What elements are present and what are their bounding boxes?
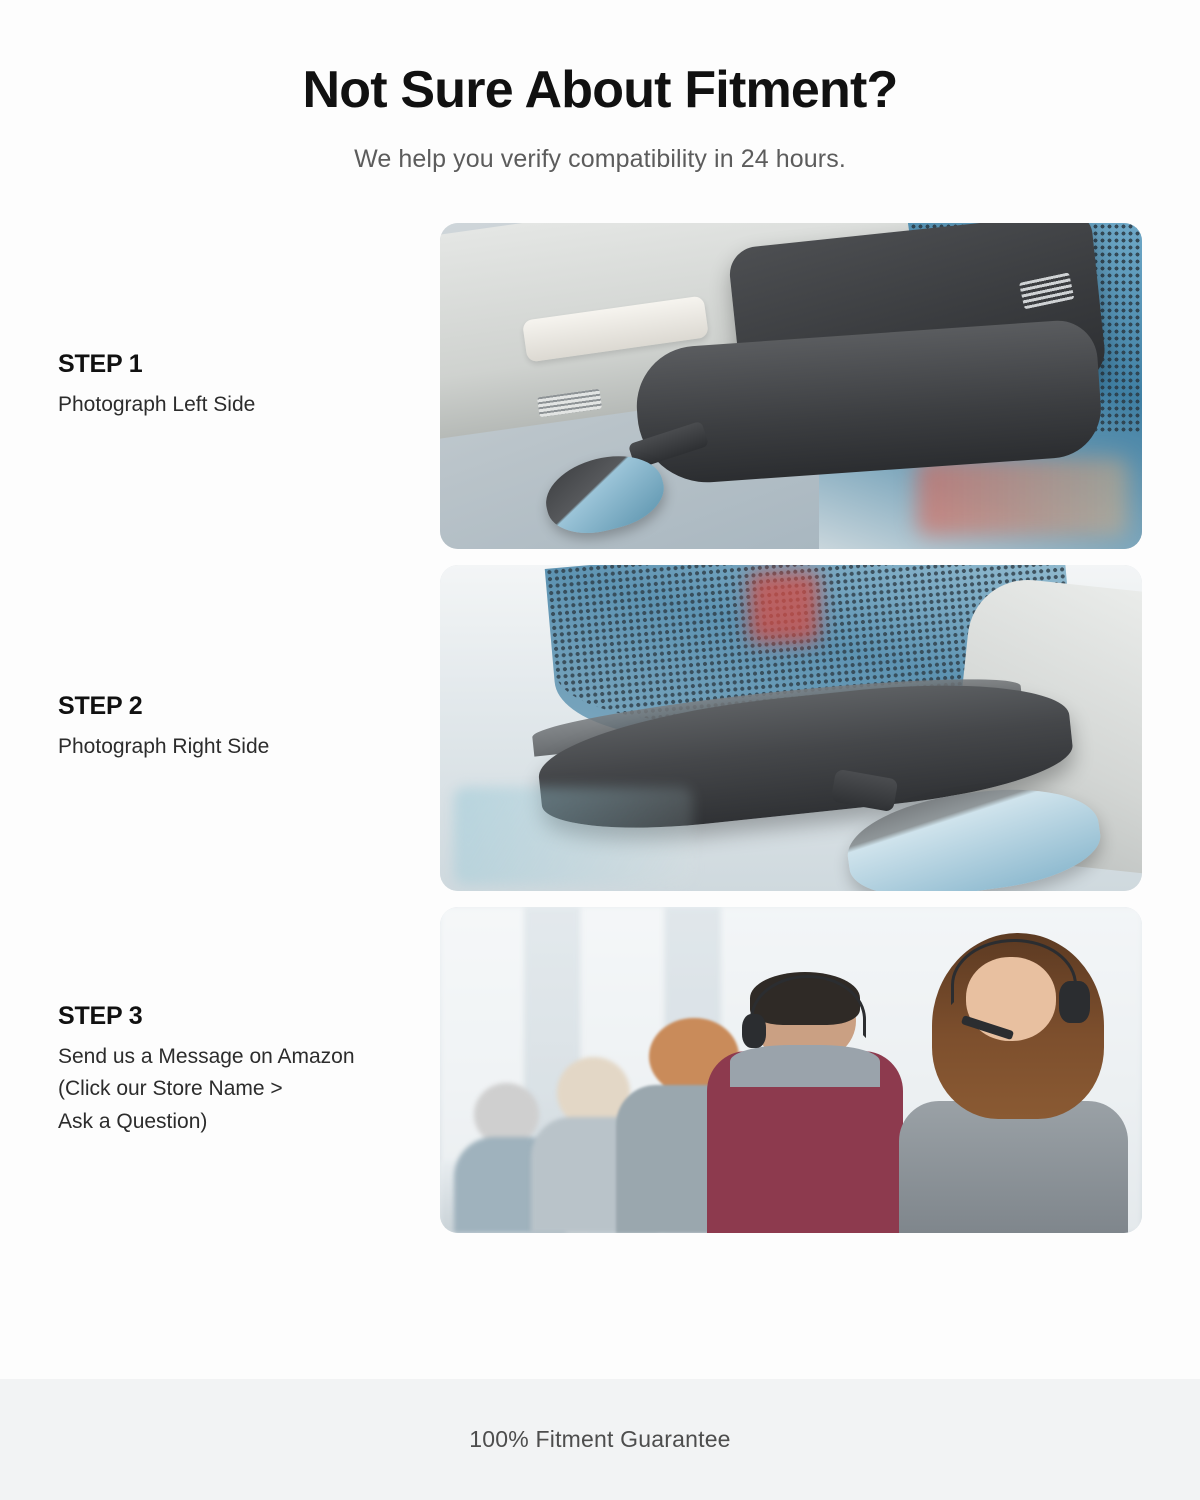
- headset-earpad-icon: [1059, 981, 1090, 1023]
- steps-list: [0, 222, 1200, 1234]
- step-1-image: [440, 223, 1142, 549]
- step-row-3: [58, 906, 1142, 1234]
- page-header: [0, 0, 1200, 174]
- headset-earpad-icon: [742, 1014, 766, 1048]
- step-3-text: [58, 1002, 440, 1139]
- step-1-text: [58, 350, 440, 422]
- fitment-guarantee-text: 100% Fitment Guarantee: [469, 1426, 731, 1452]
- step-2-label: STEP 2: [58, 692, 143, 721]
- page-title: Not Sure About Fitment?: [302, 61, 898, 119]
- footer-band: [0, 1379, 1200, 1500]
- step-row-1: [58, 222, 1142, 550]
- module-vent-icon: [1019, 272, 1075, 309]
- page-subtitle: We help you verify compatibility in 24 hours.: [354, 145, 846, 174]
- background-blur: [749, 572, 819, 644]
- windshield-left-illustration: [440, 223, 1142, 549]
- step-1-description-line-1: Photograph Left Side: [58, 393, 256, 417]
- collar: [730, 1045, 879, 1087]
- agent-person-4: [707, 972, 904, 1233]
- step-3-description: [58, 1041, 428, 1139]
- agent-person-5: [889, 933, 1128, 1233]
- step-2-text: [58, 692, 440, 764]
- step-3-description-line-2: (Click our Store Name >: [58, 1077, 283, 1101]
- step-2-image: [440, 565, 1142, 891]
- step-3-description-line-3: Ask a Question): [58, 1109, 208, 1133]
- step-3-image: [440, 907, 1142, 1233]
- background-blur: [917, 458, 1128, 536]
- support-team-illustration: [440, 907, 1142, 1233]
- step-1-description: [58, 389, 428, 422]
- step-1-label: STEP 1: [58, 350, 143, 379]
- step-row-2: [58, 564, 1142, 892]
- step-3-label: STEP 3: [58, 1001, 143, 1030]
- step-2-description: [58, 731, 428, 764]
- windshield-right-illustration: [440, 565, 1142, 891]
- step-2-description-line-1: Photograph Right Side: [58, 735, 270, 759]
- road-reflection: [454, 787, 693, 885]
- body: [899, 1101, 1128, 1233]
- step-3-description-line-1: Send us a Message on Amazon: [58, 1044, 355, 1068]
